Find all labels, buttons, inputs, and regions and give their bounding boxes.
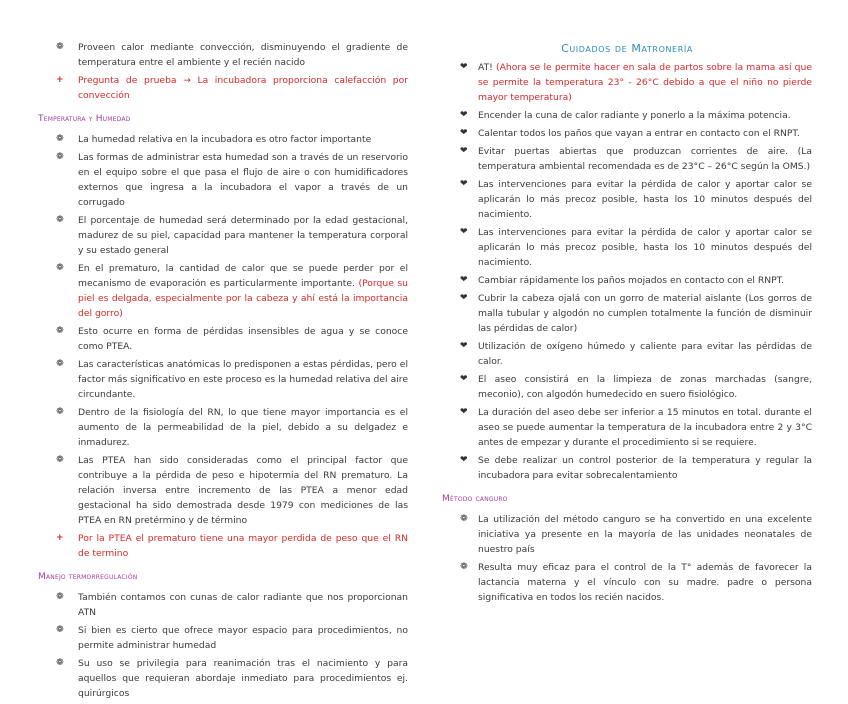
heart-bullet-icon: ❤ — [460, 227, 468, 237]
heart-bullet-icon: ❤ — [460, 275, 468, 285]
left-column — [38, 40, 408, 704]
flower-bullet-icon: ❁ — [56, 592, 64, 602]
flower-bullet-icon: ❁ — [56, 134, 64, 144]
list-item: ❁ Las PTEA han sido consideradas como el principal factor que contribuye a la pérdida de peso e hipotermia del RN prematuro. La relación inversa entre incremento de las PTEA a menor edad gestacional ha sido demostrada desde 1979 con mediciones de las PTEA en RN pretérmino y de término — [56, 455, 408, 526]
flower-bullet-icon: ❁ — [56, 152, 64, 162]
section-heading-temperatura: Temperatura y Humedad — [38, 114, 131, 124]
flower-bullet-icon: ❁ — [460, 562, 468, 572]
list-item: ❁ La utilización del método canguro se ha convertido en una excelente iniciativa ya presente en la mayoría de las unidades neonatales de nuestro país — [460, 514, 812, 555]
heart-bullet-icon: ❤ — [460, 146, 468, 156]
flower-bullet-icon: ❁ — [56, 407, 64, 417]
list-item: ❤ Calentar todos los paños que vayan a entrar en contacto con el RNPT. — [460, 128, 800, 139]
list-item: ❤ Utilización de oxígeno húmedo y caliente para evitar las pérdidas de calor. — [460, 341, 812, 367]
list-item: ❁ Resulta muy eficaz para el control de la T° además de favorecer la lactancia materna y el vínculo con su madre. padre o persona significativa en todos los recién nacidos. — [460, 562, 812, 603]
list-item: ❁ La humedad relativa en la incubadora es otro factor importante — [56, 134, 372, 145]
list-item: ❤ Evitar puertas abiertas que produzcan corrientes de aire. (La temperatura ambiental recomendada es de 23°C – 26°C según la OMS.) — [460, 146, 812, 172]
list-item: ❁ Dentro de la fisiología del RN, lo que tiene mayor importancia es el aumento de la permeabilidad de la piel, debido a su delgadez e inmadurez. — [56, 407, 408, 448]
flower-bullet-icon: ❁ — [56, 359, 64, 369]
list-item: ❤ Las intervenciones para evitar la pérdida de calor y aportar calor se aplicarán lo más precoz posible, hasta los 10 minutos después del nacimiento. — [460, 227, 812, 268]
list-item: ❤ Se debe realizar un control posterior de la temperatura y regular la incubadora para evitar sobrecalentamiento — [460, 455, 812, 481]
right-column — [442, 42, 812, 608]
list-item: ❁ En el prematuro, la cantidad de calor que se puede perder por el mecanismo de evaporación es particularmente importante. (Porque su piel es delgada, especialmente por la cabeza y ahí está la importancia del gorro) — [56, 263, 409, 319]
list-item: ❁ El porcentaje de humedad será determinado por la edad gestacional, madurez de su piel, capacidad para mantener la temperatura corporal y su estado general — [56, 215, 408, 256]
flower-bullet-icon: ❁ — [56, 42, 64, 52]
flower-bullet-icon: ❁ — [56, 263, 64, 273]
page-title: Cuidados de Matronería — [561, 42, 693, 55]
heart-bullet-icon: ❤ — [460, 110, 468, 120]
flower-bullet-icon: ❁ — [460, 514, 468, 524]
heart-bullet-icon: ❤ — [460, 62, 468, 72]
flower-bullet-icon: ❁ — [56, 625, 64, 635]
list-item: ❁ Las formas de administrar esta humedad son a través de un reservorio en el equipo sobre el que pasa el flujo de aire o con humidificadores externos que ingresa a la incubadora el vapor a través de un corrugado — [56, 152, 408, 208]
flower-bullet-icon: ❁ — [56, 658, 64, 668]
list-item: ❁ También contamos con cunas de calor radiante que nos proporcionan ATN — [56, 592, 408, 618]
list-item: ❤ Cubrir la cabeza ojalá con un gorro de material aislante (Los gorros de malla tubular y algodón no cumplen totalmente la función de disminuir las pérdidas de calor) — [460, 293, 812, 334]
list-item: ❤ El aseo consistirá en la limpieza de zonas marchadas (sangre, meconio), con algodón humedecido en suero fisiológico. — [460, 374, 812, 400]
flower-bullet-icon: ❁ — [56, 215, 64, 225]
flower-bullet-icon: ❁ — [56, 326, 64, 336]
test-question: + Pregunta de prueba → La incubadora proporciona calefacción por convección — [56, 75, 408, 101]
heart-bullet-icon: ❤ — [460, 128, 468, 138]
list-item: ❁ Las características anatómicas lo predisponen a estas pérdidas, pero el factor más significativo en este proceso es la humedad relativa del aire circundante. — [56, 359, 408, 400]
list-item: ❤ La duración del aseo debe ser inferior a 15 minutos en total. durante el aseo se puede aumentar la temperatura de la incubadora entre 2 y 3°C antes de empezar y durante el procedimiento si se requiere. — [460, 407, 812, 448]
heart-bullet-icon: ❤ — [460, 455, 468, 465]
heart-bullet-icon: ❤ — [460, 293, 468, 303]
list-item: ❁ Esto ocurre en forma de pérdidas insensibles de agua y se conoce como PTEA. — [56, 326, 408, 352]
red-note: (Ahora se le permite hacer en sala de partos sobre la mama así que se permite la temperatura 23° - 26°C debido a que el niño no pierde mayor temperatura) — [478, 62, 812, 103]
list-item: ❤ Cambiar rápidamente los paños mojados en contacto con el RNPT. — [460, 275, 785, 286]
list-item: ❤ Las intervenciones para evitar la pérdida de calor y aportar calor se aplicarán lo más precoz posible, hasta los 10 minutos después del nacimiento. — [460, 179, 812, 220]
heart-bullet-icon: ❤ — [460, 179, 468, 189]
list-item: ❁ Si bien es cierto que ofrece mayor espacio para procedimientos, no permite administrar humedad — [56, 625, 408, 651]
list-item: ❤ Encender la cuna de calor radiante y ponerlo a la máxima potencia. — [460, 110, 791, 121]
section-heading-manejo: Manejo termorregulación — [38, 572, 138, 582]
plus-bullet-icon: + — [56, 75, 64, 85]
list-item: ❤ AT! (Ahora se le permite hacer en sala de partos sobre la mama así que se permite la temperatura 23° - 26°C debido a que el niño no pierde mayor temperatura) — [460, 62, 812, 103]
plus-bullet-icon: + — [56, 533, 64, 543]
section-heading-canguro: Método canguro — [442, 494, 508, 504]
list-item: ❁ Su uso se privilegia para reanimación tras el nacimiento y para aquellos que requieran abordaje inmediato para procedimientos ej. quirúrgicos — [56, 658, 408, 699]
flower-bullet-icon: ❁ — [56, 455, 64, 465]
heart-bullet-icon: ❤ — [460, 407, 468, 417]
heart-bullet-icon: ❤ — [460, 341, 468, 351]
red-list-item: + Por la PTEA el prematuro tiene una mayor perdida de peso que el RN de termino — [56, 533, 408, 559]
red-note: (Porque su piel es delgada, especialmente por la cabeza y ahí está la importancia del gorro) — [78, 278, 409, 319]
list-item: ❁ Proveen calor mediante convección, disminuyendo el gradiente de temperatura entre el ambiente y el recién nacido — [56, 42, 408, 68]
heart-bullet-icon: ❤ — [460, 374, 468, 384]
